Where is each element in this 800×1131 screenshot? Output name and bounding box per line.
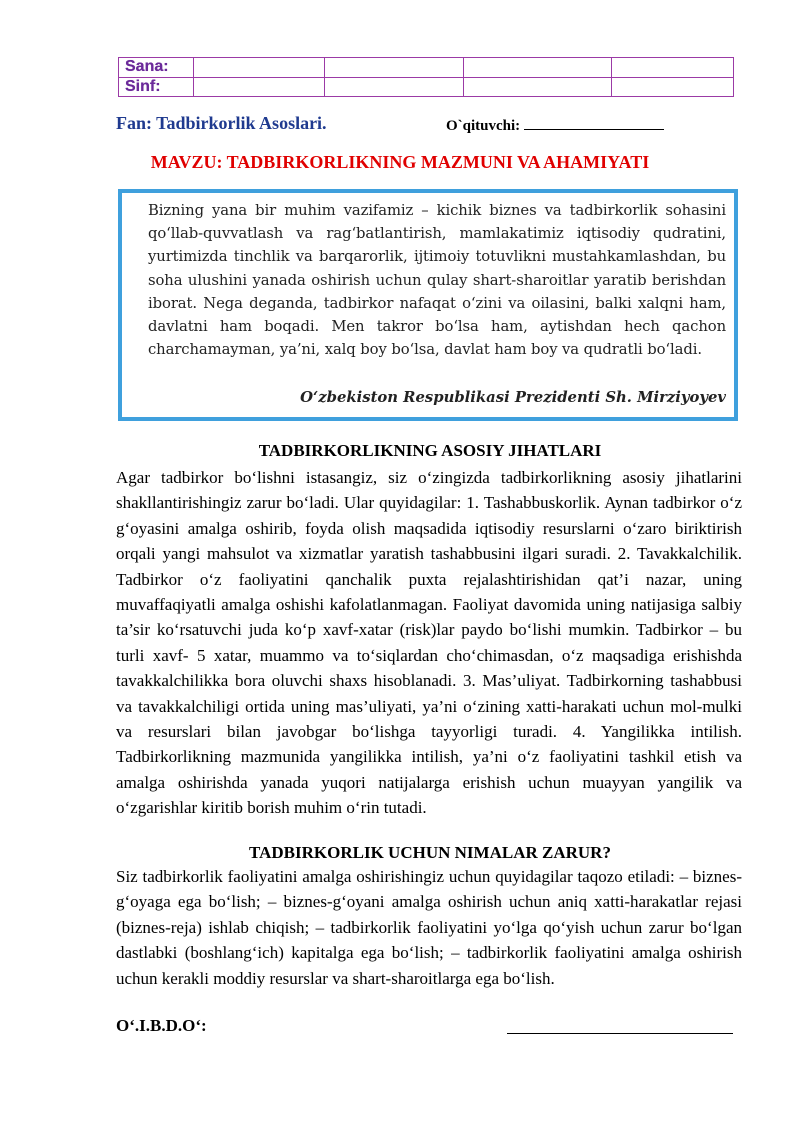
footer-label: O‘.I.B.D.O‘: — [116, 1016, 207, 1035]
date-cell[interactable] — [464, 58, 612, 78]
section2-paragraph: Siz tadbirkorlik faoliyatini amalga oshirishingiz uchun quyidagilar taqozo etiladi: – biznes-g‘oyaga ega bo‘lish; – biznes-g‘oyani amalga oshirish uchun aniq xatti-harakatlar rejasi (biznes-reja) ishlab chiqish; – tadbirkorlik faoliyatini yo‘lga qo‘yish uchun zarur bo‘lgan dastlabki (boshlang‘ich) kapitalga ega bo‘lish; – tadbirkorlik faoliyatini amalga oshirish uchun kerakli moddiy resurslar va shart-sharoitlarga ega bo‘lish. — [116, 867, 742, 988]
class-cell[interactable] — [464, 77, 612, 97]
section1-heading: TADBIRKORLIKNING ASOSIY JIHATLARI — [258, 441, 602, 460]
teacher-label: O`qituvchi: — [446, 118, 521, 134]
date-cell[interactable] — [325, 58, 464, 78]
date-cell[interactable] — [612, 58, 734, 78]
signature-blank[interactable] — [507, 1033, 733, 1034]
teacher-blank[interactable] — [524, 115, 664, 130]
topic-title: MAVZU: TADBIRKORLIKNING MAZMUNI VA AHAMIYATI — [150, 152, 650, 172]
date-cell[interactable] — [194, 58, 325, 78]
quote-author: O‘zbekiston Respublikasi Prezidenti Sh. Mirziyoyev — [300, 389, 726, 406]
subject-title: Fan: Tadbirkorlik Asoslari. — [116, 113, 327, 133]
date-class-table — [118, 57, 734, 97]
quote-text: Bizning yana bir muhim vazifamiz – kichik biznes va tadbirkorlik sohasini qo‘llab-quvvatlash va rag‘batlantirish, mamlakatimiz iqtisodiy qudratini, yurtimizda tinchlik va barqarorlik, ijtimoiy totuvlikni mustahkamlashdan, bu soha ulushini yanada oshirish uchun qulay shart-sharoitlar yaratib berishdan iborat. Nega deganda, tadbirkor nafaqat o‘zini va oilasini, balki xalqni ham, davlatni ham boqadi. Men takror bo‘lsa ham, aytishdan hech qachon charchamayman, ya’ni, xalq boy bo‘lsa, davlat ham boy va qudratli bo‘ladi. — [148, 202, 726, 359]
quote-box — [118, 189, 738, 421]
class-cell[interactable] — [325, 77, 464, 97]
subject-line — [116, 113, 676, 137]
class-cell[interactable] — [194, 77, 325, 97]
date-row — [119, 58, 734, 78]
date-label: Sana: — [119, 58, 194, 78]
teacher-field — [446, 115, 664, 135]
section2-heading: TADBIRKORLIK UCHUN NIMALAR ZARUR? — [249, 843, 611, 862]
section1-paragraph: Agar tadbirkor bo‘lishni istasangiz, siz o‘zingizda tadbirkorlikning asosiy jihatlarini shakllantirishingiz zarur bo‘ladi. Ular quyidagilar: 1. Tashabbuskorlik. Aynan tadbirkor o‘z g‘oyasini amalga oshirib, foyda olish maqsadida iqtisodiy resurslarni o‘zaro biriktirish orqali yangi mahsulot va xizmatlar yaratish tashabbusini ilgari suradi. 2. Tavakkalchilik. Tadbirkor o‘z faoliyatini qanchalik puxta rejalashtirishidan qat’i nazar, uning muvaffaqiyatli amalga oshishi kafolatlanmagan. Faoliyat davomida uning natijasiga salbiy ta’sir ko‘rsatuvchi juda ko‘p xavf-xatar (risk)lar paydo bo‘lishi mumkin. Tadbirkor – bu turli xavf- 5 xatar, muammo va to‘siqlardan cho‘chimasdan, o‘z maqsadiga erishishda tavakkalchilikka bora oluvchi shaxs hisoblanadi. 3. Mas’uliyat. Tadbirkorning tashabbusi va tavakkalchiligi ortida uning mas’uliyati, ya’ni o‘zining xatti-harakati uchun mol-mulki va resurslari bilan javobgar bo‘lishga tayyorligi turadi. 4. Yangilikka intilish. Tadbirkorlikning mazmunida yangilikka intilish, ya’ni o‘z faoliyatini tashkil etish va amalga oshirishda yanada yuqori natijalarga erishish uchun muayyan yangilik va o‘zgarishlar kiritib borish muhim o‘rin tutadi. — [116, 468, 742, 818]
class-label: Sinf: — [119, 77, 194, 97]
class-cell[interactable] — [612, 77, 734, 97]
class-row — [119, 77, 734, 97]
